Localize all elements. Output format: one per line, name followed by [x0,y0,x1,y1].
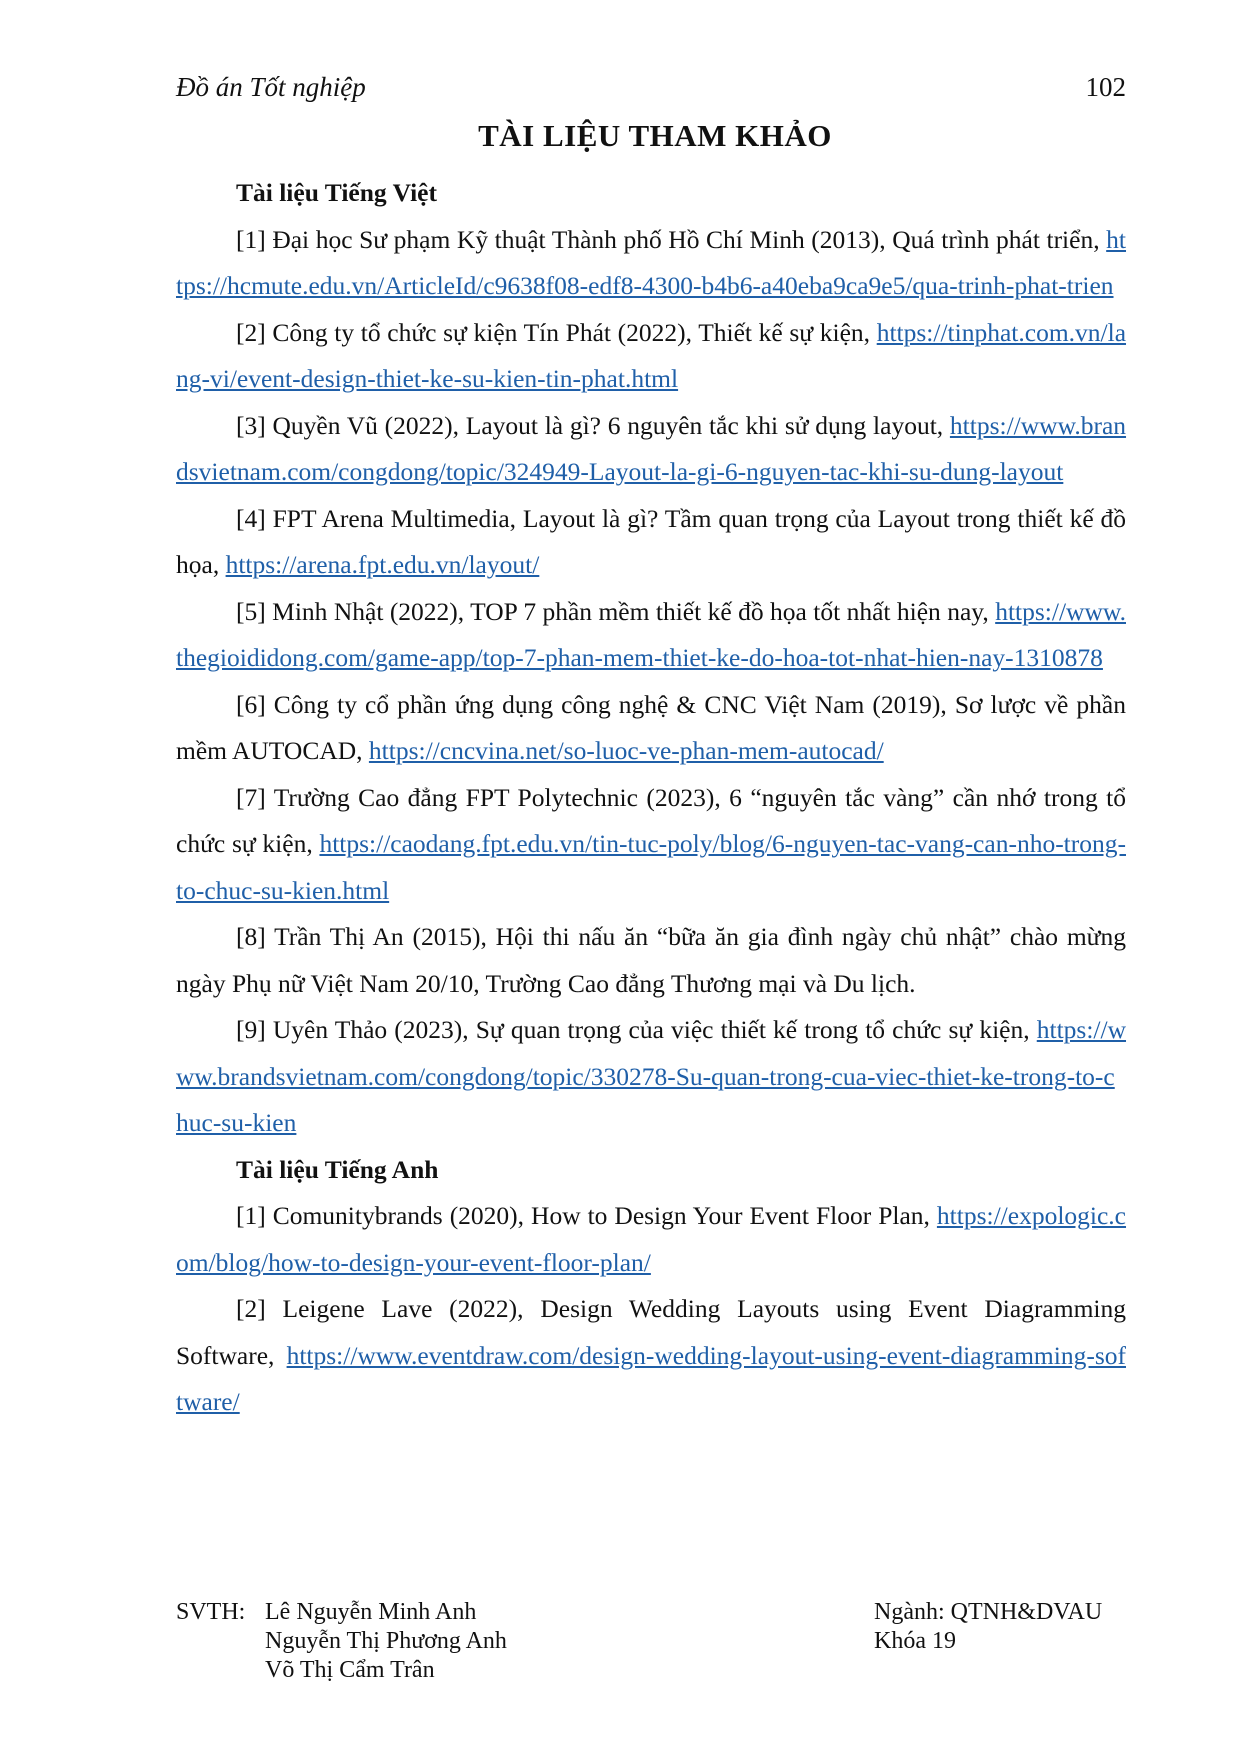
reference-number: [6] [236,689,266,719]
reference-text: Trần Thị An (2015), Hội thi nấu ăn “bữa ăn gia đình ngày chủ nhật” chào mừng ngày Phụ nữ Việt Nam 20/10, Trường Cao đẳng Thương mại và Du lịch. [176,922,1127,998]
reference-text: Leigene Lave (2022), Design Wedding Layouts using Event Diagramming Software, [176,1294,1127,1370]
reference-link[interactable]: https://hcmute.edu.vn/ArticleId/c9638f08-edf8-4300-b4b6-a40eba9ca9e5/qua-trinh-phat-trien [176,224,1127,300]
reference-link[interactable]: https://www.thegioididong.com/game-app/top-7-phan-mem-thiet-ke-do-hoa-tot-nhat-hien-nay-1310878 [176,596,1126,672]
reference-entry [176,682,1126,775]
reference-link[interactable]: https://www.brandsvietnam.com/congdong/topic/324949-Layout-la-gi-6-nguyen-tac-khi-su-dung-layout [176,410,1127,486]
footer-authors [265,1598,507,1685]
reference-entry [176,775,1126,915]
author-name: Lê Nguyễn Minh Anh [265,1599,477,1625]
author-name: Võ Thị Cẩm Trân [265,1657,435,1683]
reference-number: [1] [236,1201,266,1230]
reference-number: [5] [236,596,266,626]
reference-entry [176,1007,1126,1147]
reference-link[interactable]: https://www.eventdraw.com/design-wedding-layout-using-event-diagramming-software/ [176,1340,1126,1416]
reference-text: Comunitybrands (2020), How to Design Your Event Floor Plan, [272,1201,930,1230]
reference-entry [176,403,1126,496]
reference-text: Quyền Vũ (2022), Layout là gì? 6 nguyên tắc khi sử dụng layout, [272,410,944,440]
reference-link[interactable]: https://expologic.com/blog/how-to-design-your-event-floor-plan/ [176,1201,1127,1277]
page-header [176,72,1126,112]
reference-entry [176,1193,1126,1286]
reference-text: Minh Nhật (2022), TOP 7 phần mềm thiết kế đồ họa tốt nhất hiện nay, [272,596,989,626]
reference-number: [9] [236,1015,266,1044]
reference-entry [176,310,1126,403]
reference-number: [3] [236,410,266,440]
reference-number: [7] [236,782,266,812]
references-content [176,170,1126,1426]
reference-number: [2] [236,1294,266,1323]
reference-entry [176,496,1126,589]
reference-entry [176,217,1126,310]
reference-text: Công ty tổ chức sự kiện Tín Phát (2022), Thiết kế sự kiện, [272,317,871,347]
section-heading: Tài liệu Tiếng Anh [236,1154,439,1184]
reference-entry [176,914,1126,1007]
reference-number: [4] [236,503,266,533]
reference-link[interactable]: https://www.brandsvietnam.com/congdong/topic/330278-Su-quan-trong-cua-viec-thiet-ke-trong-to-chuc-su-kien [176,1015,1127,1137]
reference-link[interactable]: https://tinphat.com.vn/lang-vi/event-design-thiet-ke-su-kien-tin-phat.html [176,317,1127,393]
reference-link[interactable]: https://arena.fpt.edu.vn/layout/ [225,550,540,579]
header-title: Đồ án Tốt nghiệp [176,72,366,102]
footer-course: Khóa 19 [874,1628,956,1654]
footer-right [874,1598,1102,1656]
reference-text: FPT Arena Multimedia, Layout là gì? Tầm quan trọng của Layout trong thiết kế đồ họa, [176,503,1126,579]
reference-text: Đại học Sư phạm Kỹ thuật Thành phố Hồ Chí Minh (2013), Quá trình phát triển, [272,224,1100,254]
author-name: Nguyễn Thị Phương Anh [265,1628,507,1654]
reference-link[interactable]: https://cncvina.net/so-luoc-ve-phan-mem-autocad/ [368,736,884,765]
reference-text: Công ty cổ phần ứng dụng công nghệ & CNC Việt Nam (2019), Sơ lược về phần mềm AUTOCAD, [176,689,1126,765]
reference-link[interactable]: https://caodang.fpt.edu.vn/tin-tuc-poly/blog/6-nguyen-tac-vang-can-nho-trong-to-chuc-su-kien.html [176,829,1126,905]
reference-number: [1] [236,224,266,254]
reference-number: [2] [236,317,266,347]
page-title: TÀI LIỆU THAM KHẢO [478,118,832,153]
footer-major: Ngành: QTNH&DVAU [874,1599,1103,1625]
reference-entry [176,1286,1126,1426]
reference-entry [176,589,1126,682]
reference-text: Trường Cao đẳng FPT Polytechnic (2023), 6 “nguyên tắc vàng” cần nhớ trong tổ chức sự kiện, [176,782,1126,858]
reference-text: Uyên Thảo (2023), Sự quan trọng của việc thiết kế trong tổ chức sự kiện, [272,1015,1030,1044]
reference-number: [8] [236,922,266,951]
page-number: 102 [1085,72,1126,102]
footer-label: SVTH: [176,1599,246,1625]
section-heading: Tài liệu Tiếng Việt [236,178,437,207]
